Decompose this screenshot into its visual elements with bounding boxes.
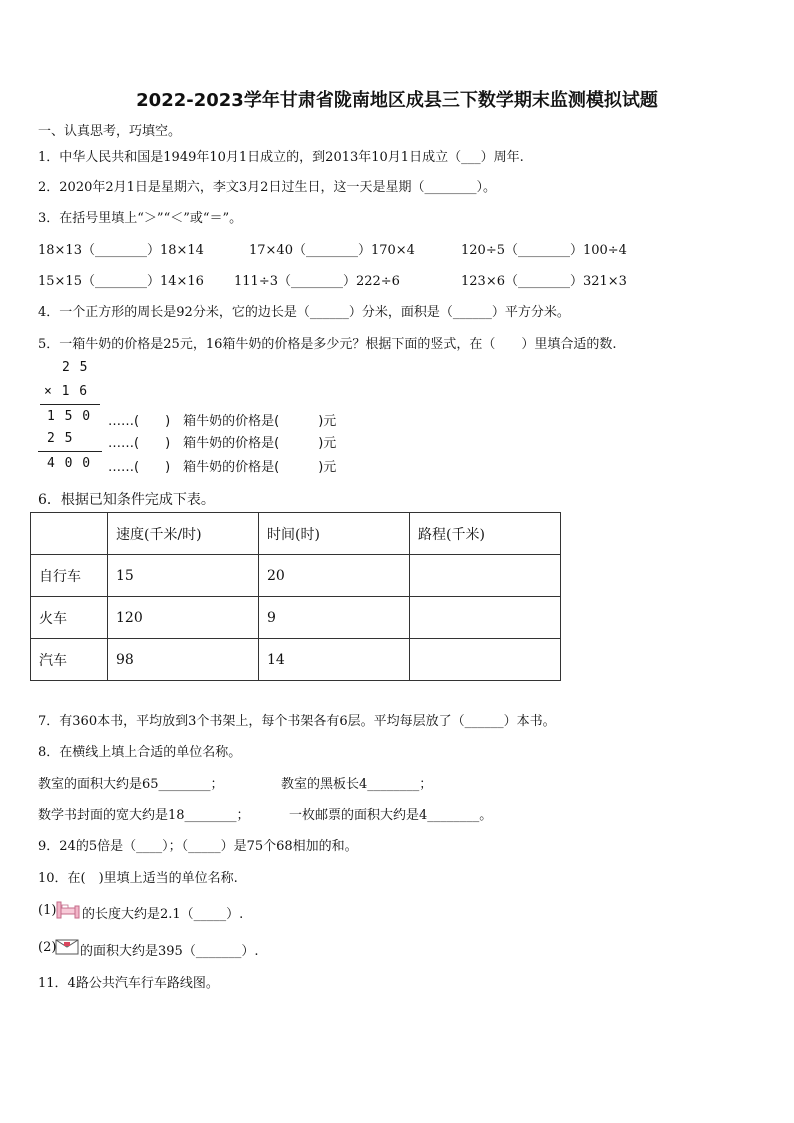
table-row (31, 639, 561, 681)
table-cell: 汽车 (31, 639, 108, 681)
table-header-row (31, 513, 561, 555)
q10-item-prefix: (2) (38, 940, 57, 955)
table-cell: 9 (259, 597, 410, 639)
table-row (31, 597, 561, 639)
q10-item-text: 的面积大约是395（_______）. (80, 944, 259, 959)
table-header-cell: 时间(时) (259, 513, 410, 555)
page-title: 2022-2023学年甘肃省陇南地区成县三下数学期末监测模拟试题 (136, 90, 658, 111)
bed-icon (55, 898, 81, 920)
table-row (31, 555, 561, 597)
calc-explain: ……( ) 箱牛奶的价格是( )元 (108, 460, 337, 475)
calc-rule (38, 451, 102, 452)
question-4: 4．一个正方形的周长是92分米，它的边长是（______）分米，面积是（______）平方分米。 (38, 305, 570, 320)
table-header-cell: 速度(千米/时) (108, 513, 259, 555)
calc-rule (40, 404, 100, 405)
calc-result: 4 0 0 (47, 456, 92, 471)
calc-partial-1: 1 5 0 (47, 409, 92, 424)
q10-item-prefix: (1) (38, 903, 57, 918)
envelope-icon (55, 939, 79, 955)
calc-explain: ……( ) 箱牛奶的价格是( )元 (108, 436, 337, 451)
calc-multiplier: × 1 6 (44, 384, 89, 399)
question-2: 2．2020年2月1日是星期六，李文3月2日过生日，这一天是星期（________）。 (38, 180, 496, 195)
table-header-cell: 路程(千米) (410, 513, 561, 555)
q8-item: 教室的面积大约是65________； (38, 777, 224, 792)
question-6: 6．根据已知条件完成下表。 (38, 492, 215, 508)
table-cell (410, 555, 561, 597)
q3-item: 111÷3（________）222÷6 (234, 274, 400, 289)
table-cell (410, 597, 561, 639)
question-9: 9．24的5倍是（____）；（_____）是75个68相加的和。 (38, 839, 358, 854)
speed-time-table (30, 512, 561, 681)
q3-item: 123×6（________）321×3 (461, 274, 627, 289)
calc-multiplicand: 2 5 (62, 360, 89, 375)
q3-item: 15×15（________）14×16 (38, 274, 204, 289)
q8-item: 一枚邮票的面积大约是4________。 (289, 808, 493, 823)
section-heading: 一、认真思考，巧填空。 (38, 124, 182, 139)
question-7: 7．有360本书，平均放到3个书架上，每个书架各有6层。平均每层放了（______）本书。 (38, 714, 556, 729)
table-cell: 自行车 (31, 555, 108, 597)
table-cell: 火车 (31, 597, 108, 639)
calc-explain: ……( ) 箱牛奶的价格是( )元 (108, 414, 337, 429)
question-10: 10．在( )里填上适当的单位名称. (38, 871, 238, 886)
q3-item: 120÷5（________）100÷4 (461, 243, 627, 258)
question-11: 11．4路公共汽车行车路线图。 (38, 976, 219, 991)
q10-item-text: 的长度大约是2.1（_____）. (82, 907, 244, 922)
table-cell: 15 (108, 555, 259, 597)
q8-item: 数学书封面的宽大约是18________； (38, 808, 250, 823)
q3-item: 17×40（________）170×4 (249, 243, 415, 258)
table-cell: 120 (108, 597, 259, 639)
q8-item: 教室的黑板长4________； (281, 777, 433, 792)
question-3: 3．在括号里填上“＞”“＜”或“＝”。 (38, 211, 243, 226)
question-1: 1．中华人民共和国是1949年10月1日成立的，到2013年10月1日成立（___）周年. (38, 150, 524, 165)
question-5: 5．一箱牛奶的价格是25元，16箱牛奶的价格是多少元？根据下面的竖式，在（ ）里填合适的数. (38, 337, 617, 352)
calc-partial-2: 2 5 (47, 431, 74, 446)
table-cell (410, 639, 561, 681)
table-header-cell (31, 513, 108, 555)
table-cell: 20 (259, 555, 410, 597)
table-cell: 98 (108, 639, 259, 681)
table-cell: 14 (259, 639, 410, 681)
q3-item: 18×13（________）18×14 (38, 243, 204, 258)
question-8: 8．在横线上填上合适的单位名称。 (38, 745, 242, 760)
